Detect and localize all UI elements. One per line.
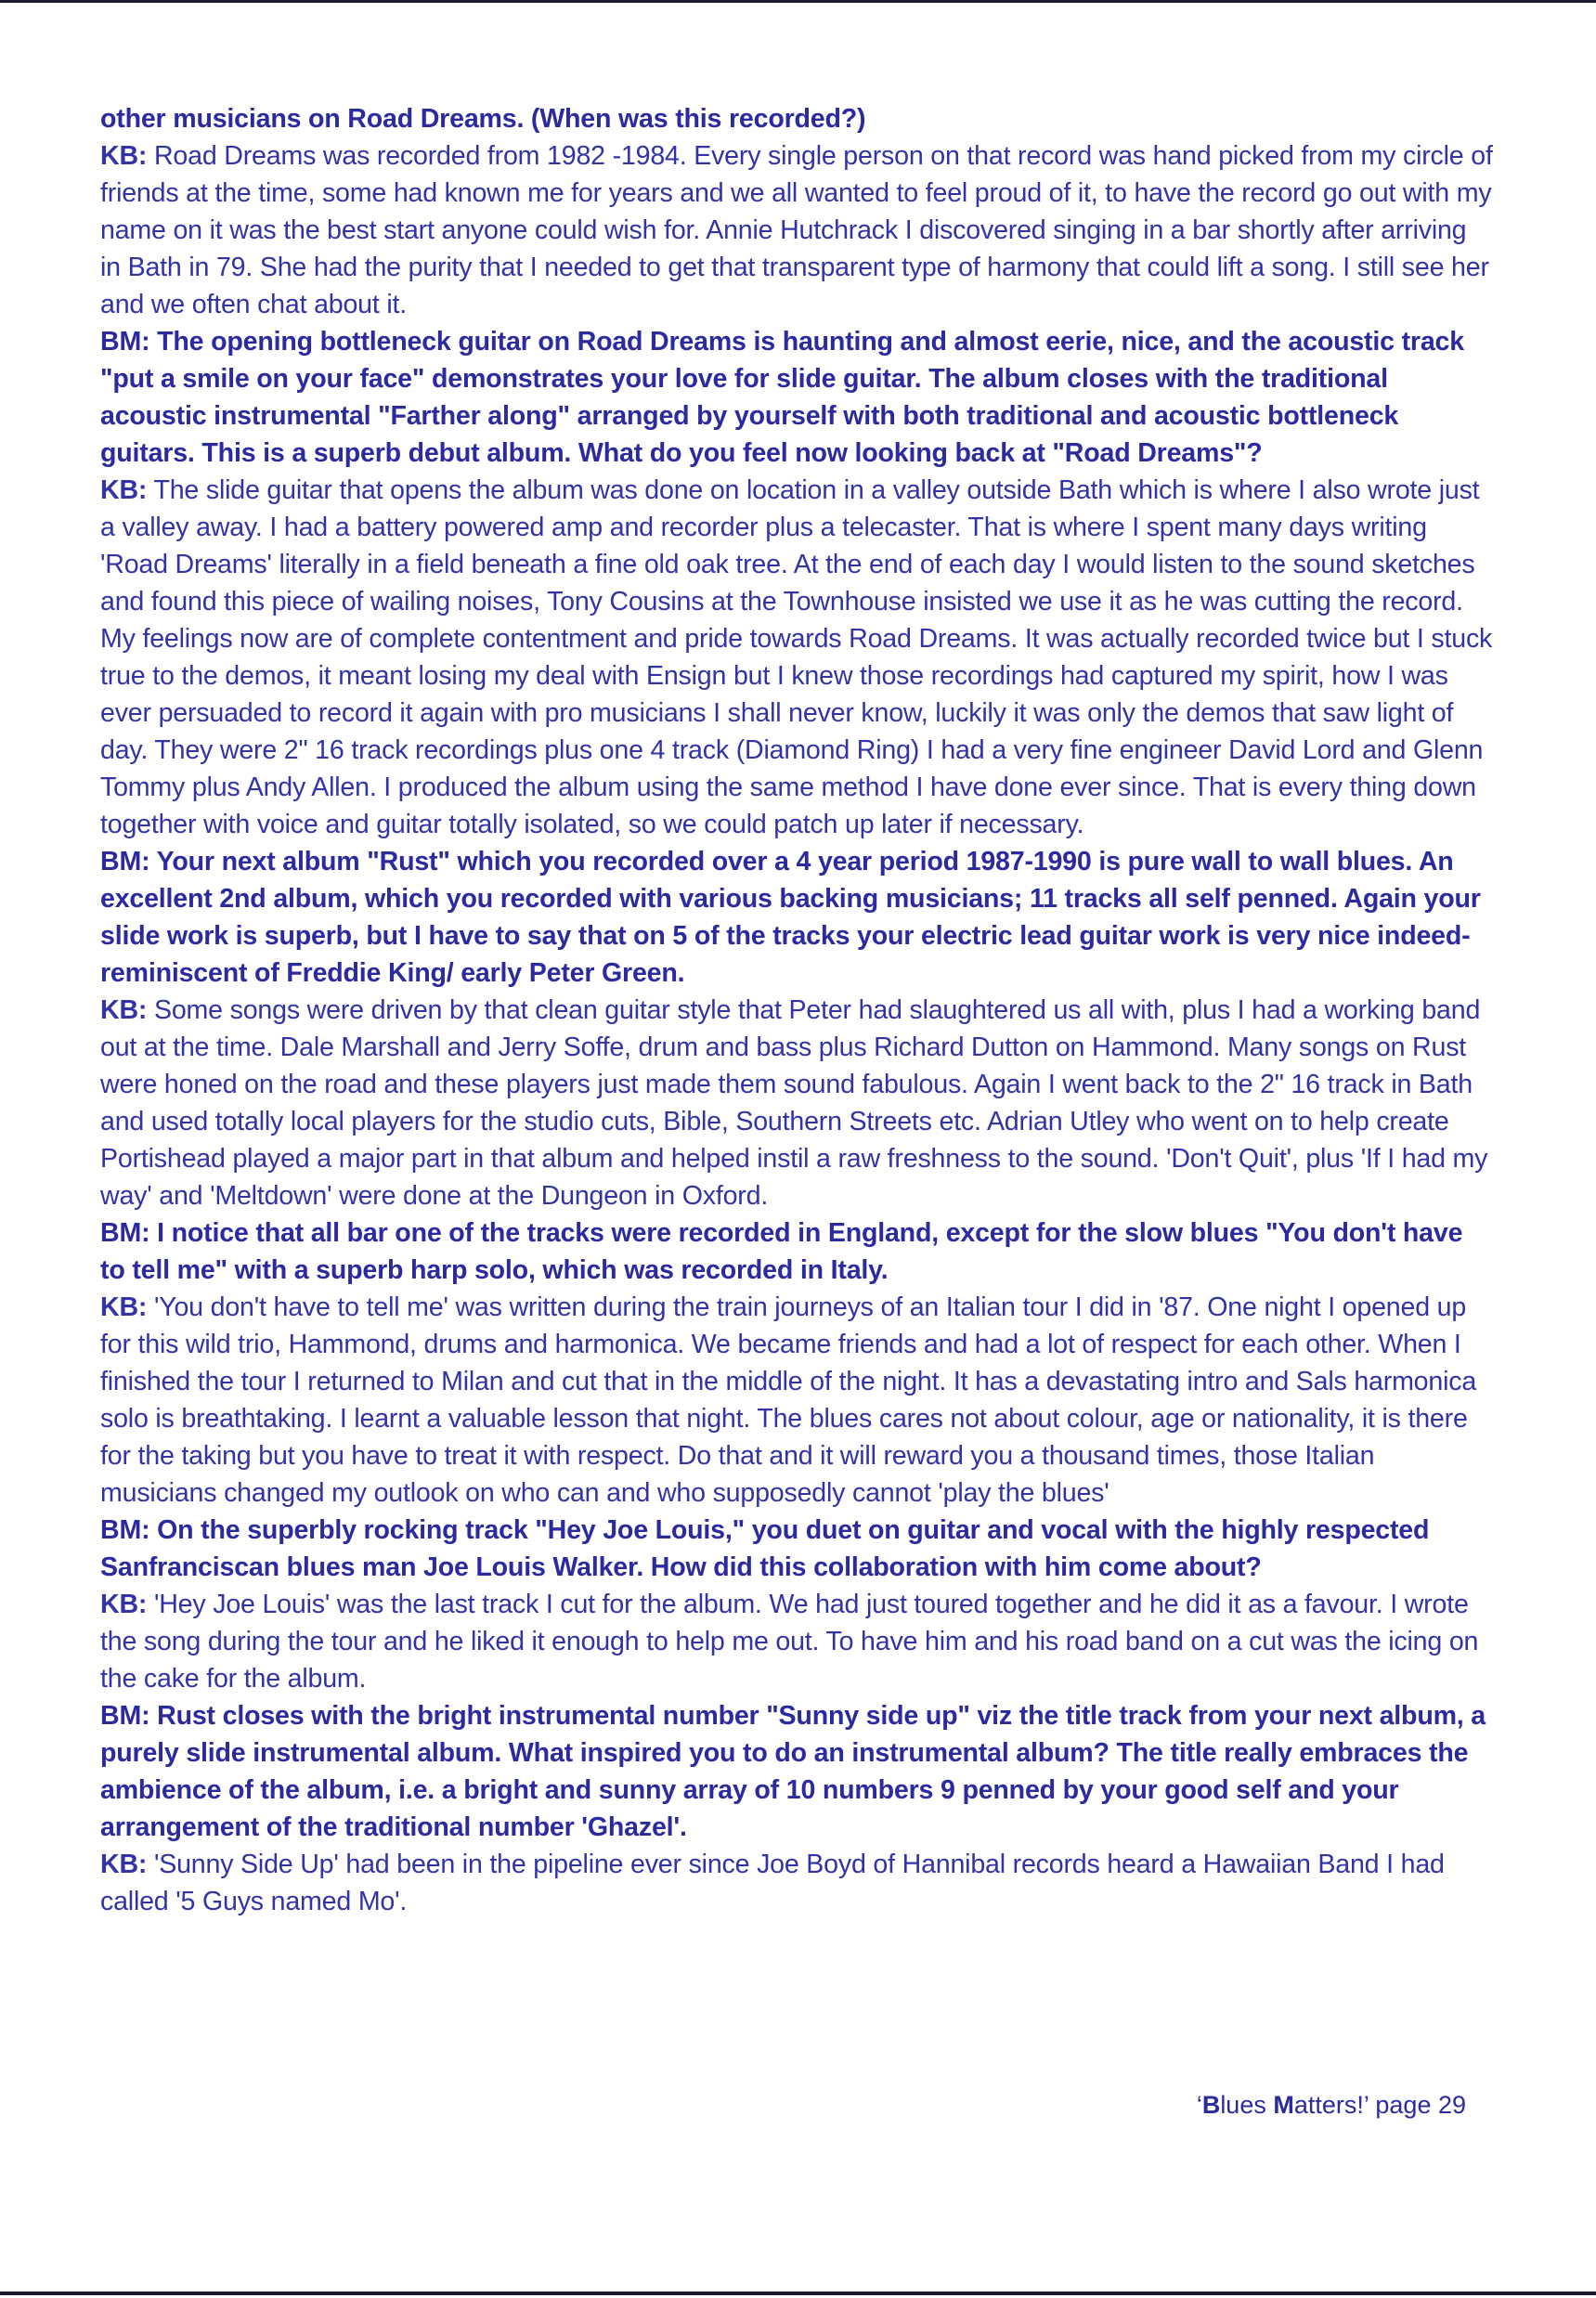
speaker-label: BM: [100, 847, 150, 876]
paragraph-text: The slide guitar that opens the album was done on location in a valley outside Bath which is where I also wrote just a valley away. I had a battery powered amp and recorder plus a telecaster. That is where I spent many days writing 'Road Dreams' literally in a field beneath a fine old oak tree. At the end of each day I would listen to the sound sketches and found this piece of wailing noises, Tony Cousins at the Townhouse insisted we use it as he was cutting the record. My feelings now are of complete contentment and pride towards Road Dreams. It was actually recorded twice but I stuck true to the demos, it meant losing my deal with Ensign but I knew those recordings had captured my spirit, how I was ever persuaded to record it again with pro musicians I shall never know, luckily it was only the demos that saw light of day. They were 2" 16 track recordings plus one 4 track (Diamond Ring) I had a very fine engineer David Lord and Glenn Tommy plus Andy Allen. I produced the album using the same method I have done ever since. That is every thing down together with voice and guitar totally isolated, so we could patch up later if necessary. [100, 475, 1493, 839]
question-paragraph [100, 100, 1493, 137]
speaker-label: BM: [100, 327, 150, 357]
speaker-label: BM: [100, 1218, 150, 1248]
answer-paragraph [100, 137, 1493, 323]
speaker-label: KB: [100, 995, 148, 1025]
article-body [100, 100, 1493, 1920]
answer-paragraph [100, 472, 1493, 843]
paragraph-text: Road Dreams was recorded from 1982 -1984. Every single person on that record was hand picked from my circle of friends at the time, some had known me for years and we all wanted to feel proud of it, to have the record go out with my name on it was the best start anyone could wish for. Annie Hutchrack I discovered singing in a bar shortly after arriving in Bath in 79. She had the purity that I needed to get that transparent type of harmony that could lift a song. I still see her and we often chat about it. [100, 141, 1493, 319]
footer-quote-close: ’ [1363, 2091, 1369, 2119]
answer-paragraph [100, 1846, 1493, 1920]
paragraph-text: The opening bottleneck guitar on Road Dreams is haunting and almost eerie, nice, and the acoustic track "put a smile on your face" demonstrates your love for slide guitar. The album closes with the traditional acoustic instrumental "Farther along" arranged by yourself with both traditional and acoustic bottleneck guitars. This is a superb debut album. What do you feel now looking back at "Road Dreams"? [100, 327, 1464, 468]
page-number: page 29 [1368, 2091, 1466, 2119]
footer-magazine-name-part: lues [1220, 2091, 1274, 2119]
speaker-label: BM: [100, 1515, 150, 1545]
speaker-label: BM: [100, 1701, 150, 1731]
paragraph-text: 'You don't have to tell me' was written during the train journeys of an Italian tour I did in '87. One night I opened up for this wild trio, Hammond, drums and harmonica. We became friends and had a lot of respect for each other. When I finished the tour I returned to Milan and cut that in the middle of the night. It has a devastating intro and Sals harmonica solo is breathtaking. I learnt a valuable lesson that night. The blues cares not about colour, age or nationality, it is there for the taking but you have to treat it with respect. Do that and it will reward you a thousand times, those Italian musicians changed my outlook on who can and who supposedly cannot 'play the blues' [100, 1292, 1477, 1508]
speaker-label: KB: [100, 475, 148, 505]
question-paragraph [100, 843, 1493, 992]
paragraph-text: 'Sunny Side Up' had been in the pipeline ever since Joe Boyd of Hannibal records heard a Hawaiian Band I had called '5 Guys named Mo'. [100, 1850, 1445, 1916]
speaker-label: KB: [100, 1292, 148, 1322]
paragraph-text: Your next album "Rust" which you recorded over a 4 year period 1987-1990 is pure wall to wall blues. An excellent 2nd album, which you recorded with various backing musicians; 11 tracks all self penned. Again your slide work is superb, but I have to say that on 5 of the tracks your electric lead guitar work is very nice indeed- reminiscent of Freddie King/ early Peter Green. [100, 847, 1481, 988]
paragraph-text: I notice that all bar one of the tracks were recorded in England, except for the slow blues "You don't have to tell me" with a superb harp solo, which was recorded in Italy. [100, 1218, 1463, 1285]
bottom-rule [0, 2292, 1596, 2295]
footer-magazine-initial-b: B [1201, 2091, 1221, 2119]
question-paragraph [100, 1697, 1493, 1846]
answer-paragraph [100, 1289, 1493, 1512]
speaker-label: KB: [100, 1590, 148, 1619]
footer-quote-open: ‘ [1196, 2091, 1202, 2119]
speaker-label: KB: [100, 1850, 148, 1879]
question-paragraph [100, 1512, 1493, 1586]
paragraph-text: other musicians on Road Dreams. (When was this recorded?) [100, 104, 866, 134]
paragraph-text: On the superbly rocking track "Hey Joe Louis," you duet on guitar and vocal with the highly respected Sanfranciscan blues man Joe Louis Walker. How did this collaboration with him come about? [100, 1515, 1430, 1582]
speaker-label: KB: [100, 141, 148, 171]
question-paragraph [100, 323, 1493, 472]
footer-magazine-initial-m: M [1273, 2091, 1294, 2119]
answer-paragraph [100, 992, 1493, 1214]
answer-paragraph [100, 1586, 1493, 1697]
paragraph-text: Some songs were driven by that clean guitar style that Peter had slaughtered us all with, plus I had a working band out at the time. Dale Marshall and Jerry Soffe, drum and bass plus Richard Dutton on Hammond. Many songs on Rust were honed on the road and these players just made them sound fabulous. Again I went back to the 2" 16 track in Bath and used totally local players for the studio cuts, Bible, Southern Streets etc. Adrian Utley who went on to help create Portishead played a major part in that album and helped instil a raw freshness to the sound. 'Don't Quit', plus 'If I had my way' and 'Meltdown' were done at the Dungeon in Oxford. [100, 995, 1488, 1211]
page-footer [1197, 2091, 1466, 2120]
question-paragraph [100, 1214, 1493, 1289]
footer-magazine-name-part: atters! [1293, 2091, 1364, 2119]
paragraph-text: Rust closes with the bright instrumental number "Sunny side up" viz the title track from your next album, a purely slide instrumental album. What inspired you to do an instrumental album? The title really embraces the ambience of the album, i.e. a bright and sunny array of 10 numbers 9 penned by your good self and your arrangement of the traditional number 'Ghazel'. [100, 1701, 1486, 1842]
paragraph-text: 'Hey Joe Louis' was the last track I cut for the album. We had just toured together and he did it as a favour. I wrote the song during the tour and he liked it enough to help me out. To have him and his road band on a cut was the icing on the cake for the album. [100, 1590, 1479, 1694]
top-rule [0, 0, 1596, 3]
